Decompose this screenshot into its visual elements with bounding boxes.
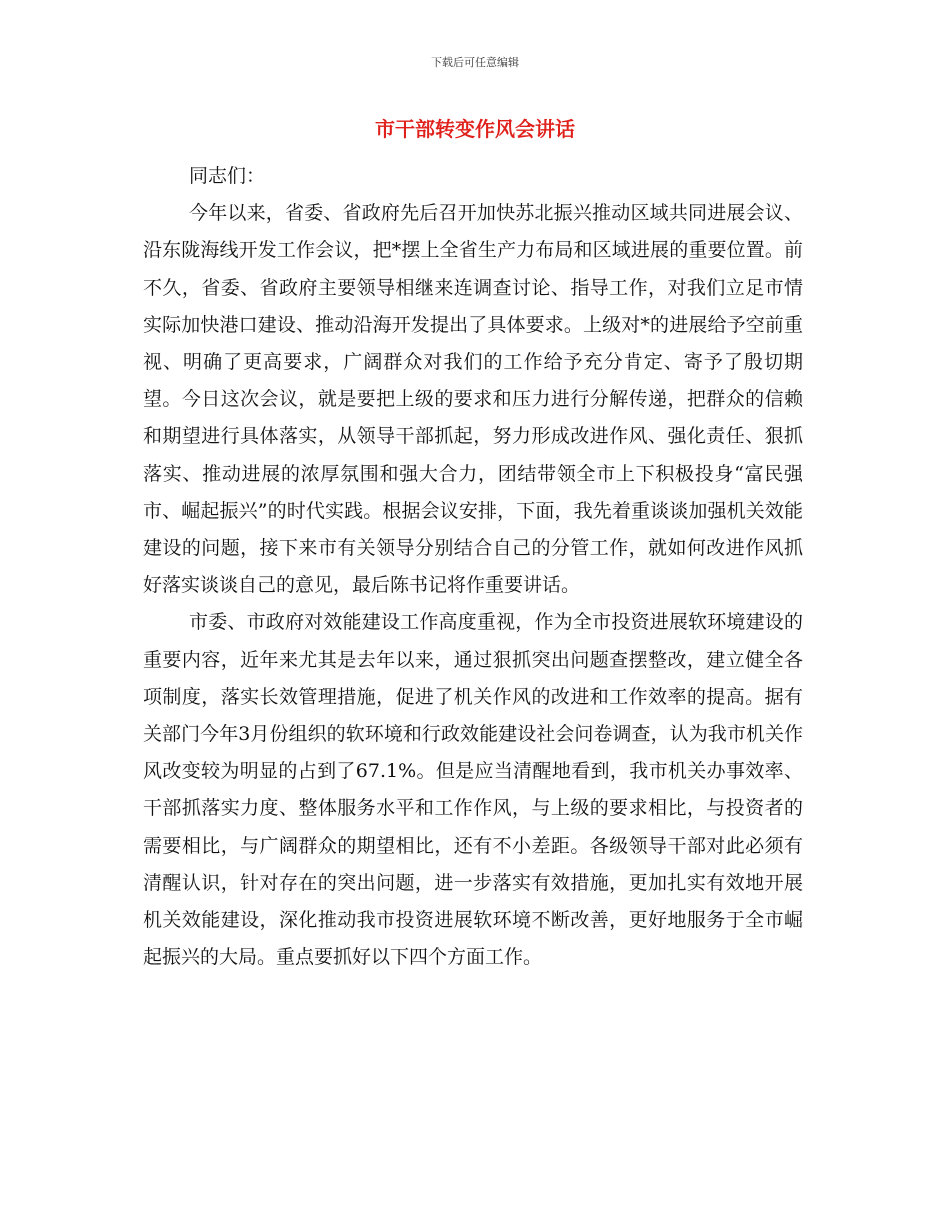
header-note: 下载后可任意编辑 [431,56,519,69]
salutation: 同志们： [189,165,266,187]
document-body [143,158,803,976]
paragraph-2: 市委、市政府对效能建设工作高度重视，作为全市投资进展软环境建设的重要内容，近年来尤其是去年以来，通过狠抓突出问题查摆整改，建立健全各项制度，落实长效管理措施，促进了机关作风的改进和工作效率的提高。据有关部门今年3月份组织的软环境和行政效能建设社会问卷调查，认为我市机关作风改变较为明显的占到了67.1%。但是应当清醒地看到，我市机关办事效率、干部抓落实力度、整体服务水平和工作作风，与上级的要求相比，与投资者的需要相比，与广阔群众的期望相比，还有不小差距。各级领导干部对此必须有清醒认识，针对存在的突出问题，进一步落实有效措施，更加扎实有效地开展机关效能建设，深化推动我市投资进展软环境不断改善，更好地服务于全市崛起振兴的大局。重点要抓好以下四个方面工作。 [143,611,803,969]
paragraph-1: 今年以来，省委、省政府先后召开加快苏北振兴推动区域共同进展会议、沿东陇海线开发工作会议，把*摆上全省生产力布局和区域进展的重要位置。前不久，省委、省政府主要领导相继来连调查讨论、指导工作，对我们立足市情实际加快港口建设、推动沿海开发提出了具体要求。上级对*的进展给予空前重视、明确了更高要求，广阔群众对我们的工作给予充分肯定、寄予了殷切期望。今日这次会议，就是要把上级的要求和压力进行分解传递，把群众的信赖和期望进行具体落实，从领导干部抓起，努力形成改进作风、强化责任、狠抓落实、推动进展的浓厚氛围和强大合力，团结带领全市上下积极投身“富民强市、崛起振兴”的时代实践。根据会议安排，下面，我先着重谈谈加强机关效能建设的问题，接下来市有关领导分别结合自己的分管工作，就如何改进作风抓好落实谈谈自己的意见，最后陈书记将作重要讲话。 [143,202,803,597]
document-title: 市干部转变作风会讲话 [375,117,575,141]
